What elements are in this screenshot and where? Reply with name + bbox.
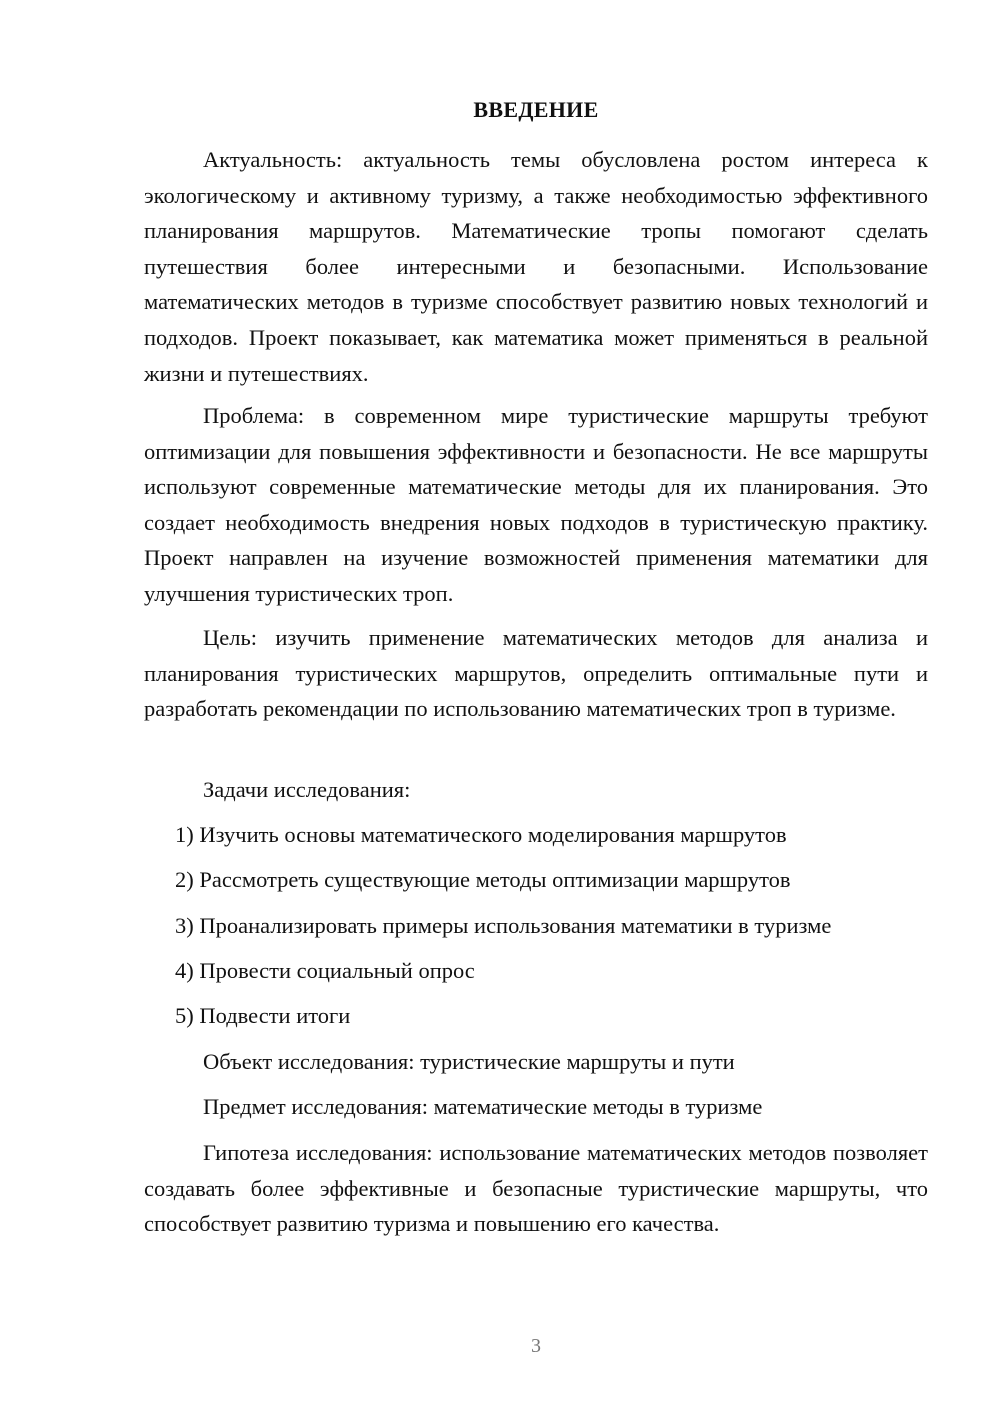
- task-item-1: 1) Изучить основы математического моделирования маршрутов: [175, 822, 787, 847]
- task-item-5: 5) Подвести итоги: [175, 1003, 351, 1028]
- tasks-heading: Задачи исследования:: [203, 777, 411, 802]
- problem-paragraph: Проблема: в современном мире туристические маршруты требуют оптимизации для повышения эффективности и безопасности. Не все маршруты используют современные математические методы для их планирования. Это создает необходимость внедрения новых подходов в туристическую практику. Проект направлен на изучение возможностей применения математики для улучшения туристических троп.: [144, 403, 928, 606]
- goal-block: [144, 620, 928, 727]
- hypothesis-paragraph: Гипотеза исследования: использование математических методов позволяет создавать более эффективные и безопасные туристические маршруты, что способствует развитию туризма и повышению его качества.: [144, 1140, 928, 1237]
- goal-paragraph: Цель: изучить применение математических методов для анализа и планирования туристических маршрутов, определить оптимальные пути и разработать рекомендации по использованию математических троп в туризме.: [144, 625, 928, 722]
- tasks-list-item: [144, 908, 928, 944]
- tasks-list-item: [144, 862, 928, 898]
- task-item-4: 4) Провести социальный опрос: [175, 958, 475, 983]
- object-line: Объект исследования: туристические маршруты и пути: [203, 1049, 735, 1074]
- hypothesis-block: [144, 1135, 928, 1242]
- tasks-heading-block: [144, 772, 928, 808]
- subject-line: Предмет исследования: математические методы в туризме: [203, 1094, 763, 1119]
- task-item-3: 3) Проанализировать примеры использования математики в туризме: [175, 913, 832, 938]
- tasks-list-item: [144, 817, 928, 853]
- object-block: [144, 1044, 928, 1080]
- tasks-list-item: [144, 998, 928, 1034]
- task-item-2: 2) Рассмотреть существующие методы оптимизации маршрутов: [175, 867, 791, 892]
- page-number: 3: [531, 1335, 541, 1357]
- relevance-block: [144, 142, 928, 391]
- problem-block: [144, 398, 928, 612]
- subject-block: [144, 1089, 928, 1125]
- page-title: ВВЕДЕНИЕ: [473, 97, 599, 122]
- tasks-list-item: [144, 953, 928, 989]
- relevance-paragraph: Актуальность: актуальность темы обусловлена ростом интереса к экологическому и активному туризму, а также необходимостью эффективного планирования маршрутов. Математические тропы помогают сделать путешествия более интересными и безопасными. Использование математических методов в туризме способствует развитию новых технологий и подходов. Проект показывает, как математика может применяться в реальной жизни и путешествиях.: [144, 147, 928, 386]
